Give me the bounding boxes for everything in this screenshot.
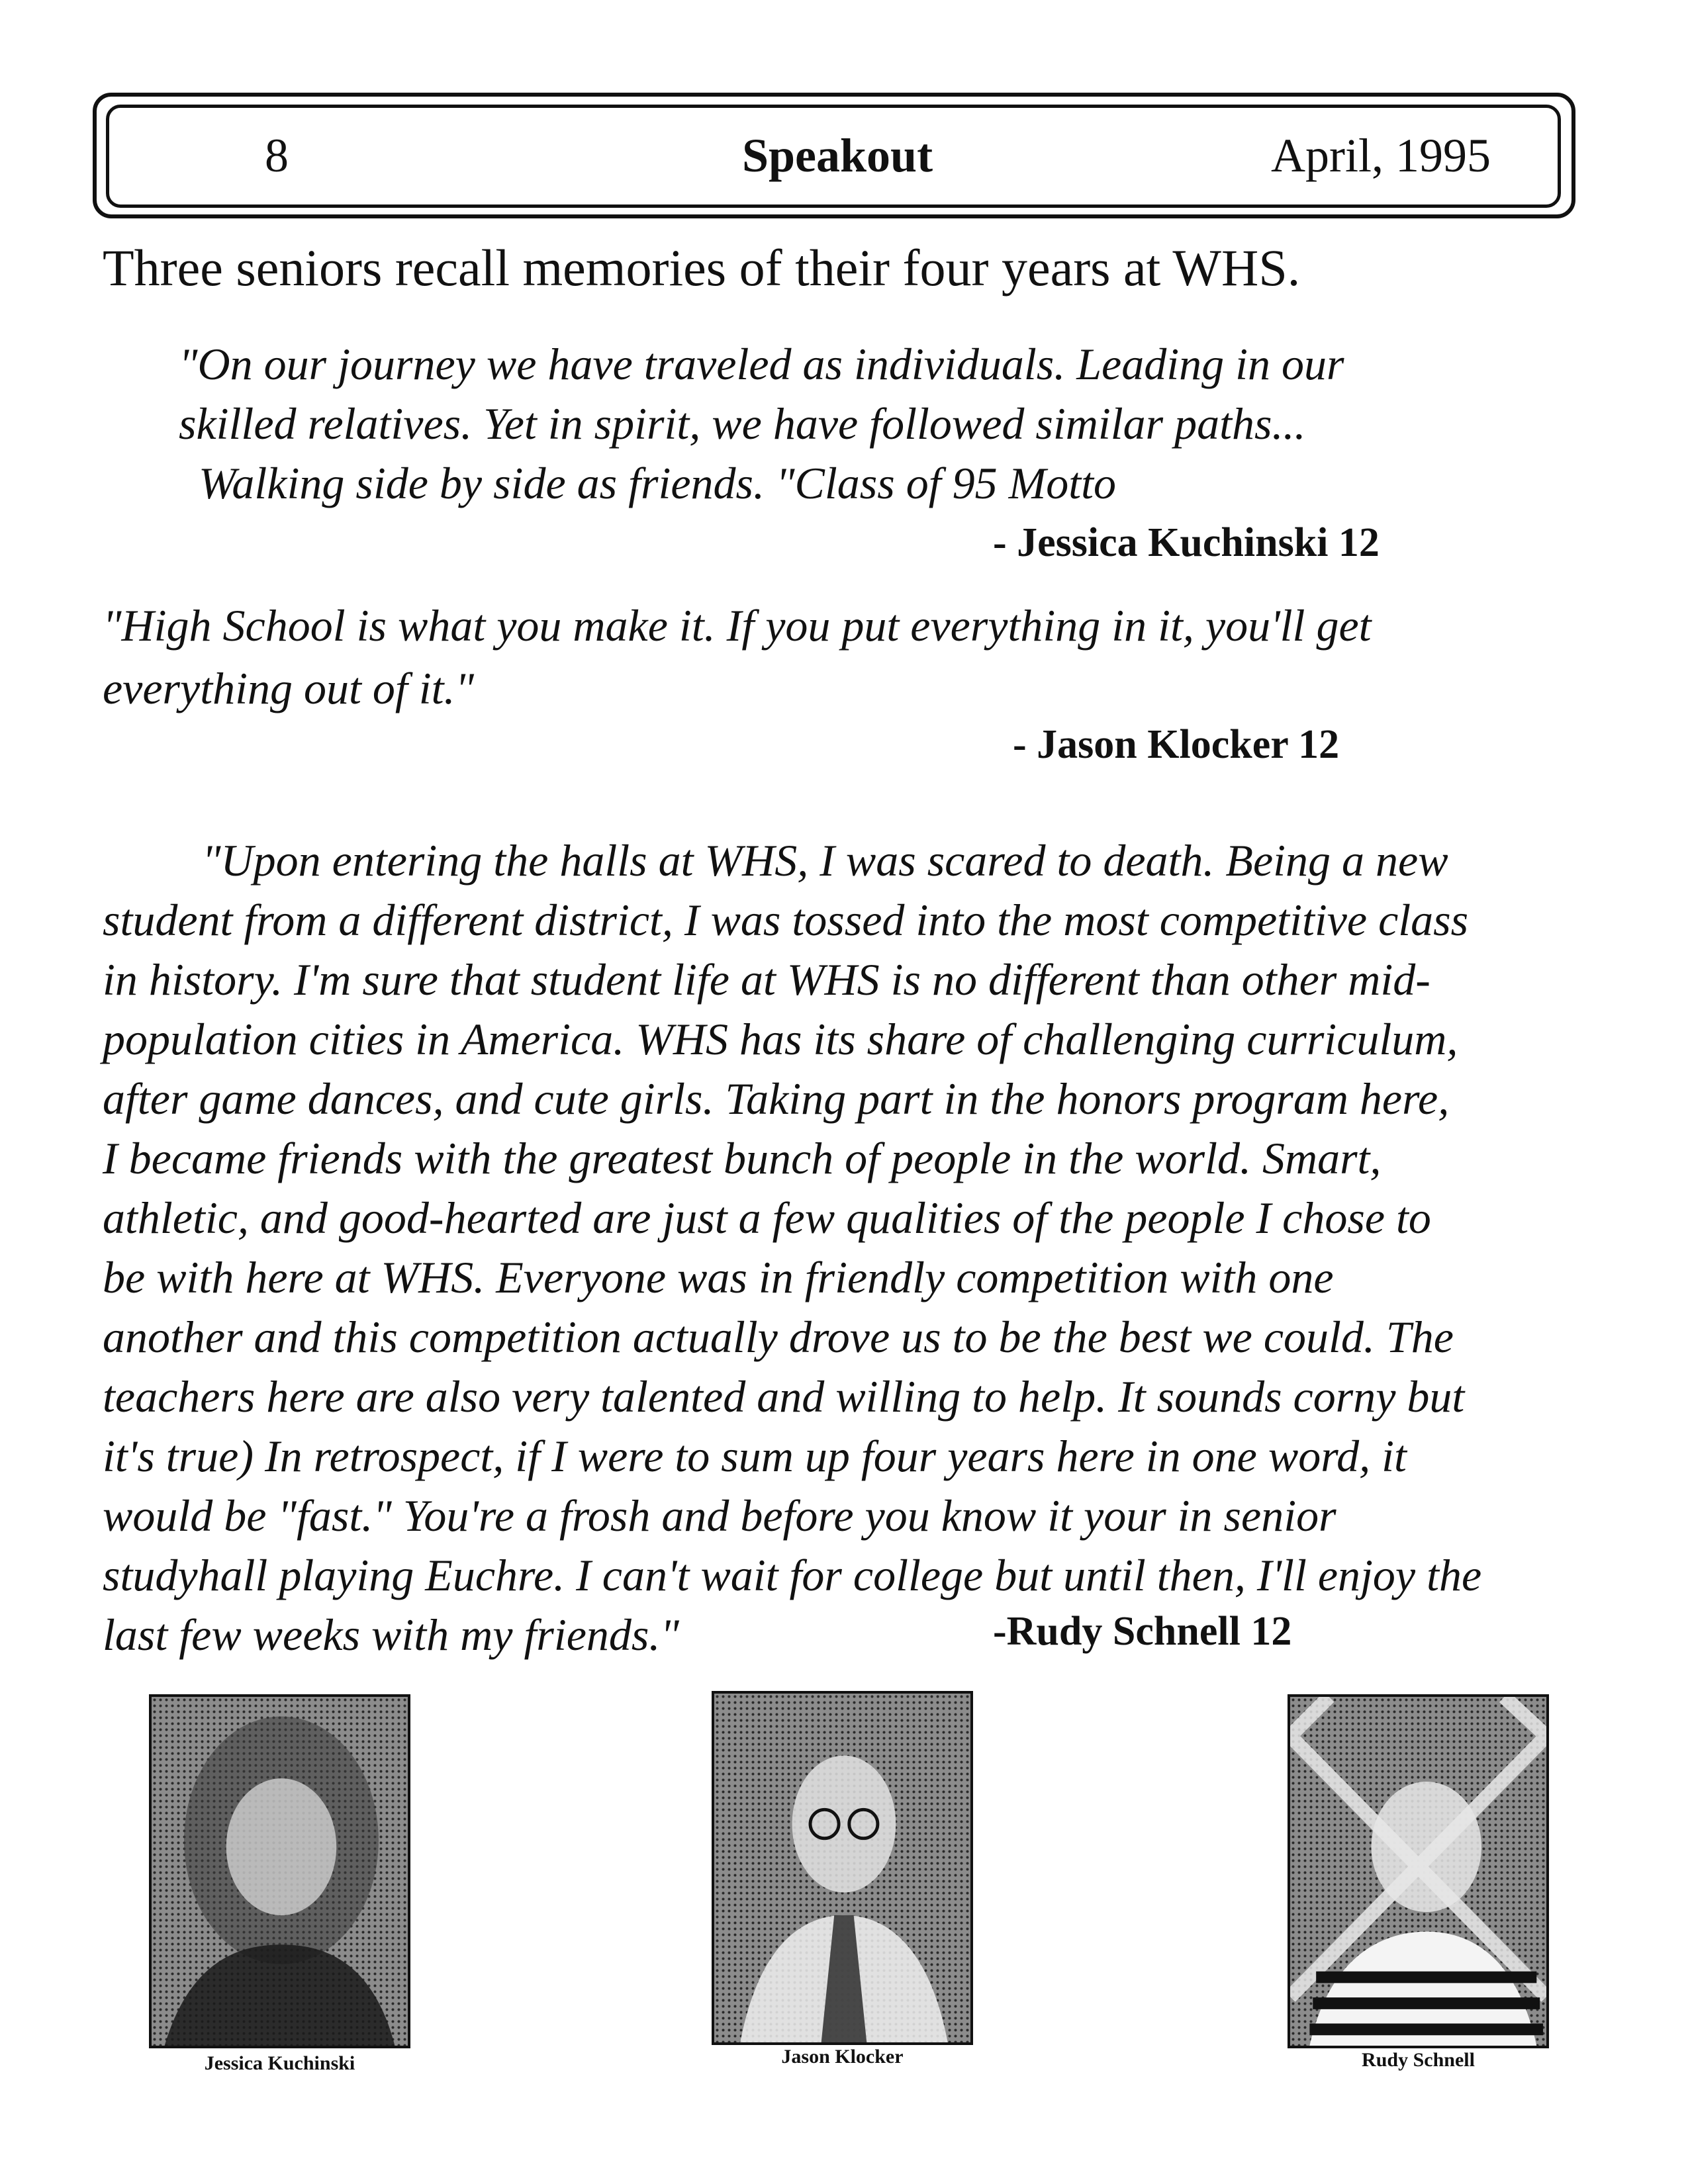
page-number: 8 [265,129,289,182]
quote-3-line-12: would be "fast." You're a frosh and before you know it your in senior [103,1490,1336,1541]
quote-1-attribution: - Jessica Kuchinski 12 [993,520,1380,565]
quote-3-line-3: in history. I'm sure that student life at WHS is no different than other mid- [103,954,1430,1005]
quote-3-line-10: teachers here are also very talented and willing to help. It sounds corny but [103,1371,1465,1422]
section-title: Speakout [741,129,933,182]
quote-1-line-1: "On our journey we have traveled as individuals. Leading in our [179,339,1344,389]
photo-caption-jessica: Jessica Kuchinski [204,2052,355,2074]
photo-caption-rudy: Rudy Schnell [1362,2049,1475,2071]
quote-3-line-11: it's true) In retrospect, if I were to sum up four years here in one word, it [103,1431,1407,1481]
photo-caption-jason: Jason Klocker [781,2046,904,2068]
quote-2-line-2: everything out of it." [103,663,475,713]
quote-1-line-2: skilled relatives. Yet in spirit, we have followed similar paths... [179,398,1306,449]
quote-3-line-6: I became friends with the greatest bunch of people in the world. Smart, [103,1133,1382,1183]
photo-jason-klocker [712,1691,973,2045]
quote-1-line-3: Walking side by side as friends. "Class of 95 Motto [199,458,1117,508]
quote-2-line-1: "High School is what you make it. If you put everything in it, you'll get [103,600,1372,651]
quote-3-line-2: student from a different district, I was tossed into the most competitive class [103,895,1469,945]
quote-3-line-8: be with here at WHS. Everyone was in friendly competition with one [103,1252,1334,1302]
quote-3-line-5: after game dances, and cute girls. Taking part in the honors program here, [103,1073,1450,1124]
quote-3-line-9: another and this competition actually drove us to be the best we could. The [103,1312,1454,1362]
quote-3-line-14: last few weeks with my friends." [103,1610,679,1660]
quote-3-line-13: studyhall playing Euchre. I can't wait for college but until then, I'll enjoy the [103,1550,1482,1600]
photo-jessica-kuchinski [149,1694,410,2048]
quote-3-attribution: -Rudy Schnell 12 [993,1609,1292,1654]
quote-3-line-1: "Upon entering the halls at WHS, I was scared to death. Being a new [202,835,1448,886]
quote-3-line-4: population cities in America. WHS has its share of challenging curriculum, [103,1014,1458,1064]
quote-3-line-7: athletic, and good-hearted are just a few qualities of the people I chose to [103,1193,1431,1243]
headline: Three seniors recall memories of their four years at WHS. [103,239,1301,296]
photo-rudy-schnell [1288,1694,1549,2048]
issue-date: April, 1995 [1271,129,1491,182]
quote-2-attribution: - Jason Klocker 12 [1013,722,1340,767]
